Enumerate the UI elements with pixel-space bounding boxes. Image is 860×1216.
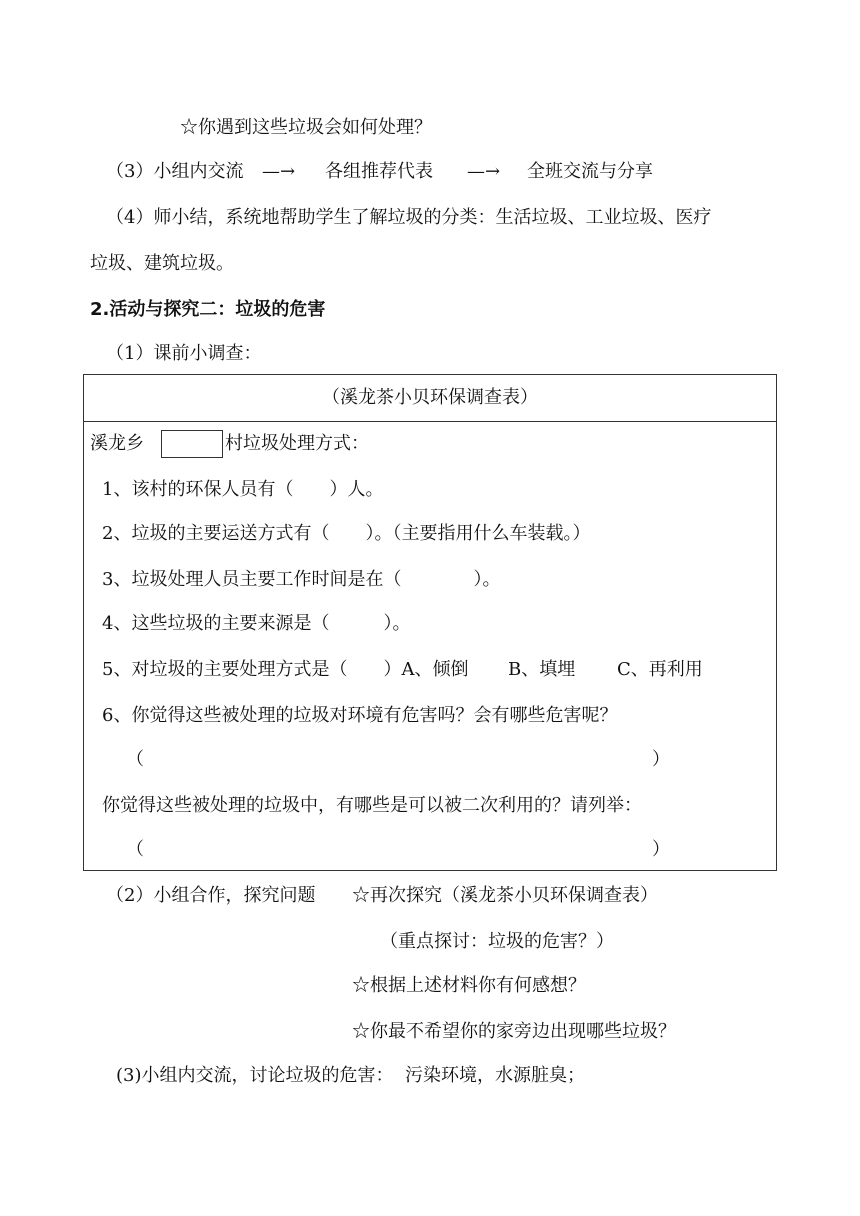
section-heading: 2.活动与探究二：垃圾的危害 (90, 299, 326, 320)
village-suffix: 村垃圾处理方式： (225, 433, 369, 454)
answer-paren-close: ） (652, 749, 670, 770)
survey-question-1: 1、该村的环保人员有（ ）人。 (102, 479, 384, 500)
answer-paren-open: （ (126, 749, 144, 770)
focus-discussion: （重点探讨：垃圾的危害？） (380, 931, 614, 952)
village-prefix: 溪龙乡 (90, 433, 144, 454)
answer-paren-close: ） (652, 839, 670, 860)
reflection-question: ☆根据上述材料你有何感想？ (352, 975, 586, 996)
survey-question-7: 你觉得这些被处理的垃圾中，有哪些是可以被二次利用的？请列举： (102, 795, 642, 816)
survey-option-c: C、再利用 (617, 659, 703, 680)
step-4-summary: （4）师小结，系统地帮助学生了解垃圾的分类：生活垃圾、工业垃圾、医疗 (106, 207, 712, 228)
survey-title-row (84, 375, 776, 422)
arrow-icon: —→ (467, 161, 501, 182)
village-blank-field[interactable] (161, 430, 223, 458)
survey-question-3: 3、垃圾处理人员主要工作时间是在（ ）。 (102, 569, 501, 590)
step-4-summary-cont: 垃圾、建筑垃圾。 (90, 253, 234, 274)
pre-class-survey-label: （1）课前小调查： (106, 343, 262, 364)
survey-option-b: B、填埋 (508, 659, 576, 680)
step-3-recommend: 各组推荐代表 (325, 161, 433, 182)
answer-paren-open: （ (126, 839, 144, 860)
survey-question-5: 5、对垃圾的主要处理方式是（ ）A、倾倒 (102, 659, 469, 680)
step-2-group-work: （2）小组合作，探究问题 (106, 885, 316, 906)
survey-title: （溪龙茶小贝环保调查表） (322, 387, 538, 408)
step-3-label: （3）小组内交流 (106, 161, 244, 182)
explore-again: ☆再次探究（溪龙茶小贝环保调查表） (352, 885, 658, 906)
step-3-share: 全班交流与分享 (527, 161, 653, 182)
survey-question-4: 4、这些垃圾的主要来源是（ ）。 (102, 613, 411, 634)
survey-question-6: 6、你觉得这些被处理的垃圾对环境有危害吗？会有哪些危害呢？ (102, 705, 618, 726)
question-handle-garbage: ☆你遇到这些垃圾会如何处理？ (180, 117, 432, 138)
least-wanted-question: ☆你最不希望你的家旁边出现哪些垃圾？ (352, 1021, 676, 1042)
step-3-discussion: (3)小组内交流，讨论垃圾的危害： 污染环境，水源脏臭； (116, 1065, 585, 1086)
survey-question-2: 2、垃圾的主要运送方式有（ ）。（主要指用什么车装载。） (102, 523, 591, 544)
arrow-icon: —→ (262, 161, 296, 182)
